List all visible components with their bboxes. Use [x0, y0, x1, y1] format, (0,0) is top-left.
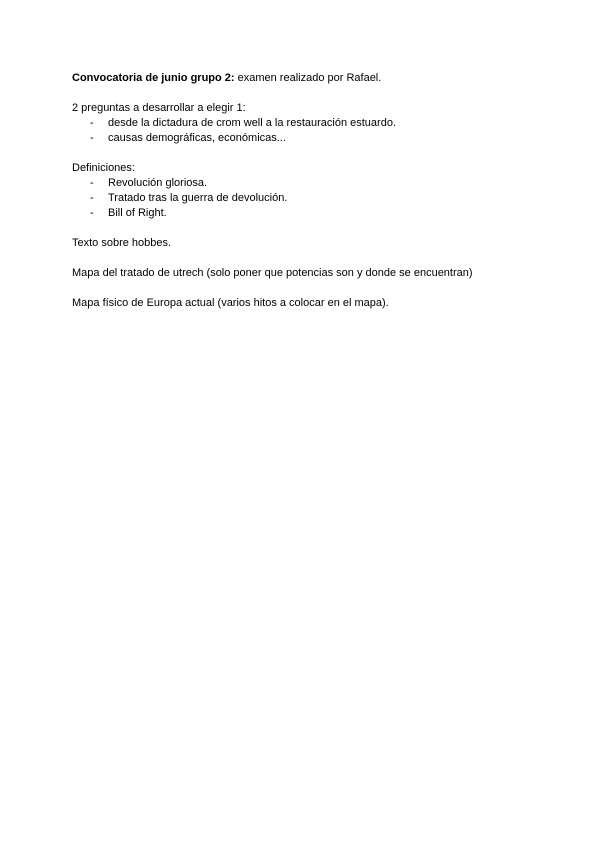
list-item-text: desde la dictadura de crom well a la restauración estuardo. [108, 117, 396, 129]
list-item-text: Tratado tras la guerra de devolución. [108, 192, 288, 204]
spacer [72, 221, 542, 236]
list-item-text: Revolución gloriosa. [108, 177, 208, 189]
definitions-heading: Definiciones: [72, 162, 135, 174]
spacer [72, 86, 542, 101]
list-item [72, 176, 542, 191]
bullet-dash: - [90, 207, 94, 219]
list-item-text: Bill of Right. [108, 207, 167, 219]
bullet-dash: - [90, 132, 94, 144]
definitions-list [72, 176, 542, 221]
questions-list [72, 116, 542, 146]
list-item [72, 131, 542, 146]
list-item [72, 191, 542, 206]
list-item [72, 116, 542, 131]
bullet-dash: - [90, 192, 94, 204]
bullet-dash: - [90, 117, 94, 129]
spacer [72, 146, 542, 161]
questions-heading: 2 preguntas a desarrollar a elegir 1: [72, 102, 246, 114]
spacer [72, 281, 542, 296]
document-title [72, 71, 542, 86]
text-section-line: Texto sobre hobbes. [72, 237, 172, 249]
list-item-text: causas demográficas, económicas... [108, 132, 286, 144]
list-item [72, 206, 542, 221]
bullet-dash: - [90, 177, 94, 189]
map-europe-line: Mapa físico de Europa actual (varios hitos a colocar en el mapa). [72, 297, 389, 309]
title-bold-text: Convocatoria de junio grupo 2: [72, 72, 235, 84]
document-body [72, 71, 542, 311]
map-treaty-line: Mapa del tratado de utrech (solo poner que potencias son y donde se encuentran) [72, 267, 473, 279]
spacer [72, 251, 542, 266]
title-rest-text: examen realizado por Rafael. [234, 72, 382, 84]
